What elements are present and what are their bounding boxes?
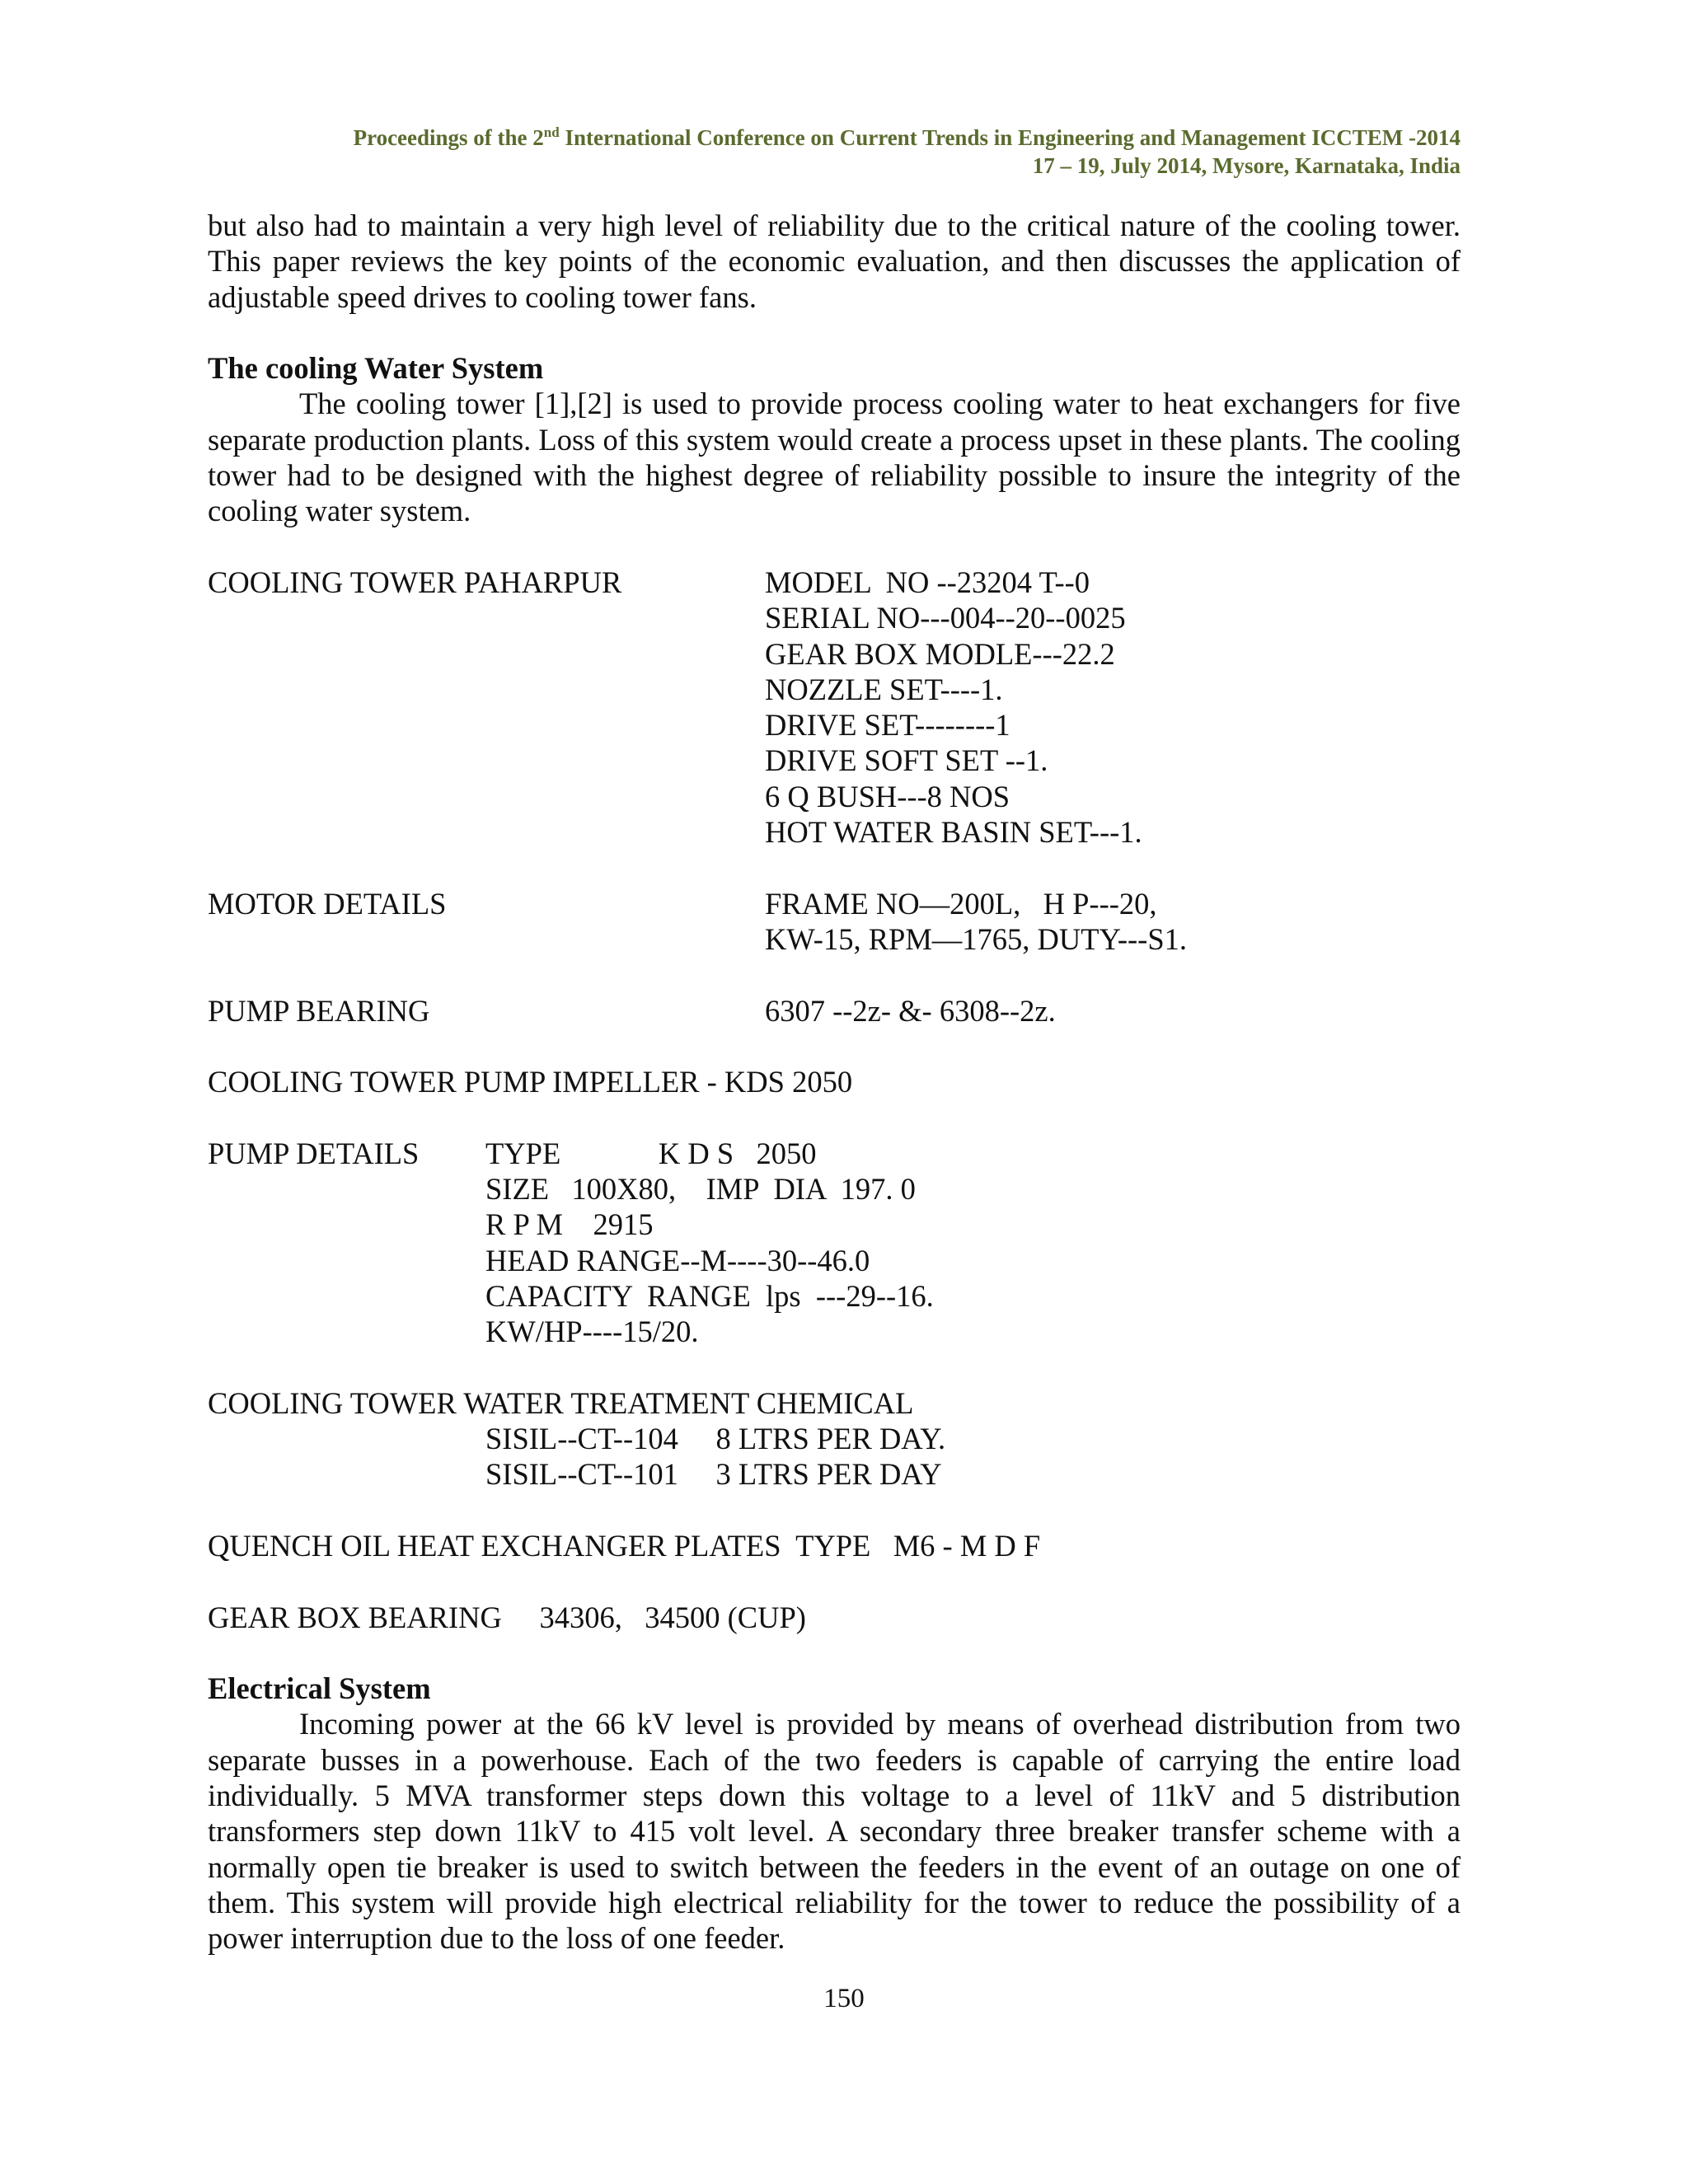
tower-spec xyxy=(208,565,1461,850)
pump-detail-line: KW/HP----15/20. xyxy=(485,1315,699,1349)
page-body xyxy=(208,208,1461,1957)
tower-value-line: HOT WATER BASIN SET---1. xyxy=(765,815,1142,850)
pump-bearing-value: 6307 --2z- &- 6308--2z. xyxy=(765,993,1056,1028)
pump-bearing-spec xyxy=(208,993,1461,1029)
chemical-spec xyxy=(208,1385,1461,1493)
gearbox-bearing-line xyxy=(208,1600,1461,1635)
tower-value-line: SERIAL NO---004--20--0025 xyxy=(765,601,1126,635)
tower-value-line: MODEL NO --23204 T--0 xyxy=(765,565,1090,599)
tower-value-line: 6 Q BUSH---8 NOS xyxy=(765,779,1010,813)
pump-details-spec xyxy=(208,1136,1461,1350)
quench-line xyxy=(208,1528,1461,1563)
header-text-cont: International Conference on Current Trends in Engineering and Management ICCTEM -2014 xyxy=(559,125,1461,150)
conference-header xyxy=(208,124,1461,180)
tower-values xyxy=(765,565,1142,850)
header-line-2: 17 – 19, July 2014, Mysore, Karnataka, India xyxy=(1032,153,1461,178)
cooling-paragraph: The cooling tower [1],[2] is used to provide process cooling water to heat exchangers for five separate production plants. Loss of this system would create a process upset in these plants. The cooling tower had to be designed with the highest degree of reliability possible to insure the integrity of the cooling water system. xyxy=(208,387,1461,528)
tower-label: COOLING TOWER PAHARPUR xyxy=(208,565,622,599)
pump-bearing-label: PUMP BEARING xyxy=(208,993,430,1028)
pump-detail-line: SIZE 100X80, IMP DIA 197. 0 xyxy=(485,1172,916,1207)
tower-value-line: NOZZLE SET----1. xyxy=(765,672,1003,706)
pump-detail-line: R P M 2915 xyxy=(485,1207,654,1242)
intro-paragraph: but also had to maintain a very high level of reliability due to the critical nature of the cooling tower. This paper reviews the key points of the economic evaluation, and then discusses the application of adjustable speed drives to cooling tower fans. xyxy=(208,209,1461,314)
motor-value-line: KW-15, RPM—1765, DUTY---S1. xyxy=(765,921,1188,956)
motor-values xyxy=(765,886,1187,958)
chemical-line: SISIL--CT--104 8 LTRS PER DAY. xyxy=(485,1422,946,1456)
section-heading-electrical: Electrical System xyxy=(208,1671,431,1706)
section-heading-cooling: The cooling Water System xyxy=(208,351,544,386)
pump-detail-line: CAPACITY RANGE lps ---29--16. xyxy=(485,1278,934,1313)
pump-detail-line: TYPE K D S 2050 xyxy=(485,1136,817,1170)
header-superscript: nd xyxy=(543,124,560,140)
chemical-line: SISIL--CT--101 3 LTRS PER DAY xyxy=(485,1457,942,1492)
electrical-paragraph: Incoming power at the 66 kV level is provided by means of overhead distribution from two separate busses in a powerhouse. Each of the two feeders is capable of carrying the entire load individually. 5 MVA transformer steps down this voltage to a level of 11kV and 5 distribution transformers step down 11kV to 415 volt level. A secondary three breaker transfer scheme with a normally open tie breaker is used to switch between the feeders in the event of an outage on one of them. This system will provide high electrical reliability for the tower to reduce the possibility of a power interruption due to the loss of one feeder. xyxy=(208,1707,1461,1956)
gearbox-bearing-text: GEAR BOX BEARING 34306, 34500 (CUP) xyxy=(208,1600,806,1634)
chemical-block xyxy=(208,1385,945,1493)
pump-detail-line: HEAD RANGE--M----30--46.0 xyxy=(485,1243,870,1277)
tower-value-line: DRIVE SOFT SET --1. xyxy=(765,743,1048,778)
header-text: Proceedings of the 2 xyxy=(353,125,544,150)
motor-label: MOTOR DETAILS xyxy=(208,886,447,921)
chemical-label: COOLING TOWER WATER TREATMENT CHEMICAL xyxy=(208,1385,914,1420)
tower-value-line: GEAR BOX MODLE---22.2 xyxy=(765,636,1115,671)
motor-value-line: FRAME NO—200L, H P---20, xyxy=(765,886,1157,921)
pump-details-values xyxy=(485,1136,934,1350)
impeller-line xyxy=(208,1064,1461,1099)
tower-value-line: DRIVE SET--------1 xyxy=(765,708,1010,743)
header-line-1 xyxy=(208,124,1461,152)
page-number: 150 xyxy=(823,1984,865,2013)
pump-details-label: PUMP DETAILS xyxy=(208,1136,420,1170)
impeller-text: COOLING TOWER PUMP IMPELLER - KDS 2050 xyxy=(208,1065,853,1099)
quench-text: QUENCH OIL HEAT EXCHANGER PLATES TYPE M6 - M D F xyxy=(208,1528,1041,1563)
motor-spec xyxy=(208,886,1461,958)
